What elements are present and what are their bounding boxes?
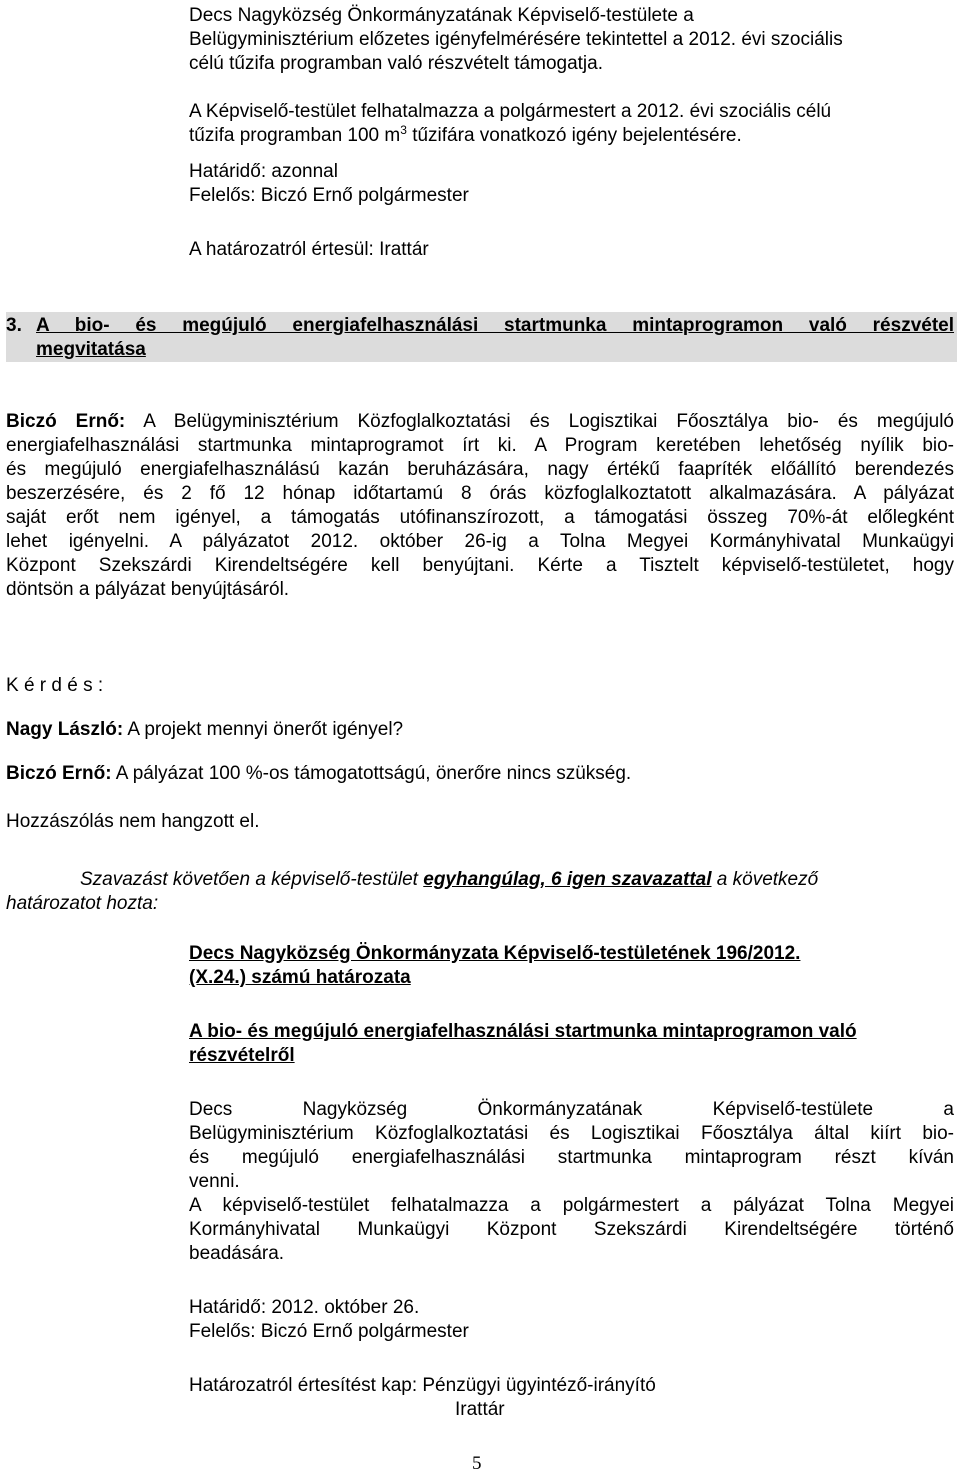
resolution-header: Decs Nagyközség Önkormányzata Képviselő-testületének 196/2012. — [189, 943, 801, 964]
resolution-deadline: Határidő: 2012. október 26. — [189, 1297, 420, 1318]
resolution-body-line: venni. — [189, 1171, 240, 1192]
speech-line: Központ Szekszárdi Kirendeltségére kell benyújtani. Kérte a Tisztelt képviselő-testületet, hogy — [6, 555, 954, 576]
speaker: Biczó Ernő: — [6, 763, 112, 784]
deadline: Határidő: azonnal — [189, 161, 338, 182]
resolution-header: (X.24.) számú határozata — [189, 967, 411, 988]
resolution-subject: részvételről — [189, 1045, 295, 1066]
line-text: tűzifa programban 100 m — [189, 125, 401, 146]
speaker: Nagy László: — [6, 719, 124, 740]
responsible: Felelős: Biczó Ernő polgármester — [189, 185, 469, 206]
vote-text: a következő — [711, 869, 819, 890]
resolution-body-line: és megújuló energiafelhasználási startmunka mintaprogram részt kíván — [189, 1147, 954, 1168]
speech-line: beszerzésére, és 2 fő 12 hónap időtartamú 8 órás közfoglalkoztatott alkalmazására. A pályázat — [6, 483, 954, 504]
vote-line — [80, 868, 818, 892]
speech-line: lehet igényelni. A pályázatot 2012. október 26-ig a Tolna Megyei Kormányhivatal Munkaügyi — [6, 531, 954, 552]
answer-text: A pályázat 100 %-os támogatottságú, önerőre nincs szükség. — [111, 763, 632, 784]
speaker: Biczó Ernő: — [6, 411, 126, 432]
superscript: 3 — [400, 123, 407, 137]
top-resolution-line: Decs Nagyközség Önkormányzatának Képviselő-testülete a — [189, 5, 694, 26]
vote-result: egyhangúlag, 6 igen szavazattal — [423, 869, 712, 890]
resolution-body-line: Decs Nagyközség Önkormányzatának Képviselő-testülete a — [189, 1099, 954, 1120]
top-resolution-line: Belügyminisztérium előzetes igényfelmérésére tekintettel a 2012. évi szociális — [189, 29, 843, 50]
resolution-responsible: Felelős: Biczó Ernő polgármester — [189, 1321, 469, 1342]
vote-text: Szavazást követően a képviselő-testület — [80, 869, 424, 890]
question-text: A projekt mennyi önerőt igényel? — [123, 719, 404, 740]
resolution-body-line: beadására. — [189, 1243, 285, 1264]
question-heading: K é r d é s : — [6, 675, 104, 696]
resolution-subject: A bio- és megújuló energiafelhasználási startmunka mintaprogramon való — [189, 1021, 857, 1042]
notified: A határozatról értesül: Irattár — [189, 239, 429, 260]
answer — [6, 762, 631, 786]
speech-line: és megújuló energiafelhasználású kazán beruházására, nagy értékű faapríték előállító berendezés — [6, 459, 954, 480]
agenda-title: A bio- és megújuló energiafelhasználási startmunka mintaprogramon való részvétel — [36, 315, 954, 336]
speech-line: döntsön a pályázat benyújtásáról. — [6, 579, 290, 600]
resolution-notified: Irattár — [455, 1399, 505, 1420]
resolution-body-line: Belügyminisztérium Közfoglalkoztatási és Logisztikai Főosztálya által kiírt bio- — [189, 1123, 954, 1144]
no-comments: Hozzászólás nem hangzott el. — [6, 811, 260, 832]
vote-line: határozatot hozta: — [6, 893, 159, 914]
top-resolution-line: A Képviselő-testület felhatalmazza a polgármestert a 2012. évi szociális célú — [189, 101, 832, 122]
line-text: tűzifára vonatkozó igény bejelentésére. — [406, 125, 742, 146]
resolution-notified: Határozatról értesítést kap: Pénzügyi ügyintéző-irányító — [189, 1375, 656, 1396]
top-resolution-line: célú tűzifa programban való részvételt támogatja. — [189, 53, 603, 74]
resolution-body-line: A képviselő-testület felhatalmazza a polgármestert a pályázat Tolna Megyei — [189, 1195, 954, 1216]
top-resolution-line — [189, 124, 742, 148]
question — [6, 718, 403, 742]
resolution-body-line: Kormányhivatal Munkaügyi Központ Szekszárdi Kirendeltségére történő — [189, 1219, 954, 1240]
speech-line: saját erőt nem igényel, a támogatás utófinanszírozott, a támogatási összeg 70%-át előlegként — [6, 507, 954, 528]
agenda-number: 3. — [6, 315, 22, 336]
page-number: 5 — [472, 1453, 482, 1474]
speech-line — [6, 410, 954, 434]
agenda-title: megvitatása — [36, 339, 146, 360]
speech-line: energiafelhasználási startmunka mintaprogramot írt ki. A Program keretében lehetőség nyílik bio- — [6, 435, 954, 456]
speech-text: A Belügyminisztérium Közfoglalkoztatási és Logisztikai Főosztálya bio- és megújuló — [125, 411, 955, 432]
